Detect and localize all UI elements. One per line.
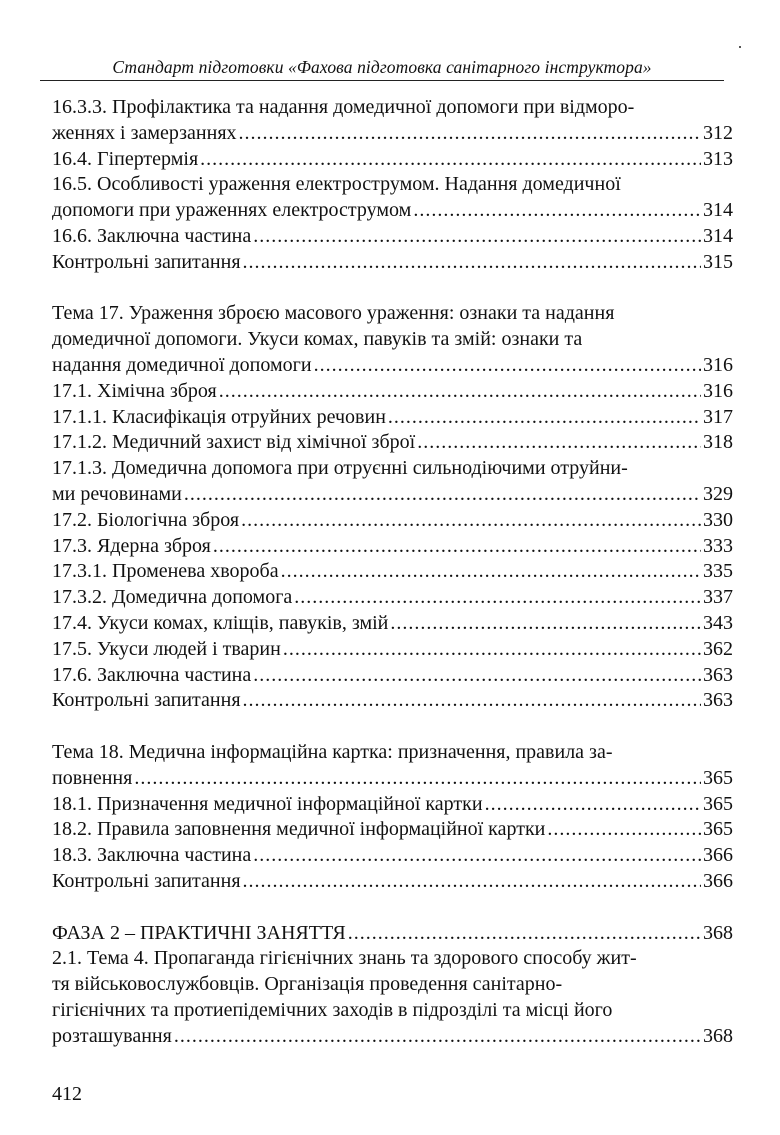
section-gap [52, 895, 733, 921]
dot-leader [243, 869, 701, 895]
toc-entry [52, 663, 733, 689]
toc-entry-text: гігієнічних та протиепідемічних заходів в підрозділі та місці його [52, 998, 613, 1021]
toc-entry [52, 379, 733, 405]
toc-entry [52, 534, 733, 560]
toc-page-number: 315 [703, 250, 733, 273]
toc-entry [52, 972, 733, 998]
toc-entry-text: 17.1. Хімічна зброя [52, 379, 217, 402]
toc-entry-text: Контрольні запитання [52, 689, 241, 712]
toc-page-number: 363 [703, 663, 733, 686]
dot-leader [348, 921, 701, 947]
toc-entry [52, 430, 733, 456]
toc-page-number: 366 [703, 869, 733, 892]
section-gap [52, 714, 733, 740]
toc-page-number: 362 [703, 637, 733, 660]
toc-page-number: 365 [703, 766, 733, 789]
header-rule [40, 80, 724, 81]
dot-leader [134, 766, 701, 792]
toc-entry [52, 121, 733, 147]
dot-leader [243, 688, 701, 714]
dot-leader [219, 379, 701, 405]
dot-leader [390, 611, 701, 637]
toc-entry-text: 18.1. Призначення медичної інформаційної картки [52, 792, 483, 815]
toc-entry-text: Тема 17. Ураження зброєю масового ураження: ознаки та надання [52, 302, 615, 325]
dot-leader [200, 147, 701, 173]
toc-entry [52, 766, 733, 792]
dot-leader [253, 224, 701, 250]
dot-leader [294, 585, 701, 611]
toc-entry-text: 17.3.2. Домедична допомога [52, 586, 293, 609]
toc-entry-text: 17.3.1. Променева хвороба [52, 560, 279, 583]
toc-entry [52, 843, 733, 869]
toc-entry-text: ФАЗА 2 – ПРАКТИЧНІ ЗАНЯТТЯ [52, 921, 346, 944]
table-of-contents [52, 95, 733, 1049]
toc-entry-text: 18.2. Правила заповнення медичної інформаційної картки [52, 818, 546, 841]
dot-leader [314, 353, 701, 379]
toc-entry-text: 16.4. Гіпертермія [52, 147, 199, 170]
toc-page-number: 329 [703, 482, 733, 505]
toc-page-number: 368 [703, 921, 733, 944]
toc-entry [52, 250, 733, 276]
toc-page-number: 335 [703, 560, 733, 583]
toc-entry [52, 327, 733, 353]
toc-entry-text: надання домедичної допомоги [52, 353, 312, 376]
dot-leader [213, 534, 701, 560]
toc-page-number: 337 [703, 586, 733, 609]
toc-entry-text: 2.1. Тема 4. Пропаганда гігієнічних знань та здорового способу жит- [52, 947, 637, 970]
dot-leader [184, 482, 701, 508]
toc-entry [52, 740, 733, 766]
toc-entry [52, 482, 733, 508]
toc-entry-text: Контрольні запитання [52, 250, 241, 273]
toc-entry-text: женнях і замерзаннях [52, 121, 237, 144]
toc-entry [52, 998, 733, 1024]
toc-page-number: 316 [703, 379, 733, 402]
toc-entry-text: 17.5. Укуси людей і тварин [52, 637, 281, 660]
toc-page-number: 317 [703, 405, 733, 428]
toc-entry-text: 17.3. Ядерна зброя [52, 534, 211, 557]
toc-page-number: 368 [703, 1024, 733, 1047]
toc-page-number: 316 [703, 353, 733, 376]
toc-page-number: 318 [703, 431, 733, 454]
toc-entry [52, 946, 733, 972]
running-header: Стандарт підготовки «Фахова підготовка санітарного інструктора» [112, 57, 652, 77]
dot-leader [388, 405, 701, 431]
toc-entry-text: допомоги при ураженнях електрострумом [52, 199, 412, 222]
toc-entry [52, 688, 733, 714]
toc-page-number: 343 [703, 611, 733, 634]
toc-entry [52, 637, 733, 663]
page-number: 412 [52, 1083, 82, 1105]
dot-leader [281, 559, 701, 585]
toc-entry-text: Тема 18. Медична інформаційна картка: призначення, правила за- [52, 740, 613, 763]
toc-entry-text: 17.1.1. Класифікація отруйних речовин [52, 405, 386, 428]
section-gap [52, 276, 733, 302]
dot-leader [241, 508, 701, 534]
scan-speck [739, 46, 741, 48]
toc-entry-text: 17.1.3. Домедична допомога при отруєнні сильнодіючими отруйни- [52, 457, 628, 480]
toc-entry [52, 405, 733, 431]
toc-entry [52, 147, 733, 173]
toc-entry [52, 559, 733, 585]
toc-page-number: 314 [703, 224, 733, 247]
toc-entry [52, 508, 733, 534]
dot-leader [174, 1024, 701, 1050]
toc-entry-text: 16.3.3. Профілактика та надання домедичної допомоги при відморо- [52, 96, 635, 118]
dot-leader [243, 250, 701, 276]
toc-entry [52, 198, 733, 224]
toc-entry [52, 817, 733, 843]
toc-page-number: 314 [703, 199, 733, 222]
toc-entry-text: 16.5. Особливості ураження електрострумом. Надання домедичної [52, 173, 621, 196]
toc-entry-text: 17.1.2. Медичний захист від хімічної зброї [52, 431, 416, 454]
toc-entry-text: ми речовинами [52, 482, 182, 505]
toc-entry-text: повнення [52, 766, 133, 789]
dot-leader [283, 637, 701, 663]
toc-entry-text: 17.4. Укуси комах, кліщів, павуків, змій [52, 611, 389, 634]
toc-entry [52, 456, 733, 482]
toc-page-number: 333 [703, 534, 733, 557]
dot-leader [413, 198, 701, 224]
toc-entry-text: 17.6. Заключна частина [52, 663, 252, 686]
toc-entry [52, 172, 733, 198]
toc-page-number: 365 [703, 792, 733, 815]
toc-entry-text: 16.6. Заключна частина [52, 224, 252, 247]
toc-entry-text: Контрольні запитання [52, 869, 241, 892]
dot-leader [239, 121, 701, 147]
toc-entry [52, 224, 733, 250]
dot-leader [547, 817, 701, 843]
toc-entry-text: розташування [52, 1024, 172, 1047]
toc-entry [52, 353, 733, 379]
toc-page-number: 366 [703, 844, 733, 867]
toc-page-number: 312 [703, 121, 733, 144]
dot-leader [417, 430, 701, 456]
toc-page-number: 330 [703, 508, 733, 531]
toc-entry [52, 792, 733, 818]
toc-entry [52, 921, 733, 947]
dot-leader [253, 843, 701, 869]
toc-entry [52, 1024, 733, 1050]
toc-entry [52, 611, 733, 637]
toc-entry-text: 18.3. Заключна частина [52, 844, 252, 867]
dot-leader [253, 663, 701, 689]
toc-page-number: 363 [703, 689, 733, 712]
toc-entry-text: 17.2. Біологічна зброя [52, 508, 240, 531]
toc-entry [52, 585, 733, 611]
dot-leader [485, 792, 701, 818]
toc-page-number: 365 [703, 818, 733, 841]
toc-entry-text: тя військовослужбовців. Організація проведення санітарно- [52, 973, 563, 996]
toc-entry [52, 301, 733, 327]
toc-entry [52, 869, 733, 895]
toc-entry-text: домедичної допомоги. Укуси комах, павуків та змій: ознаки та [52, 328, 583, 351]
toc-entry [52, 95, 733, 121]
toc-page-number: 313 [703, 147, 733, 170]
